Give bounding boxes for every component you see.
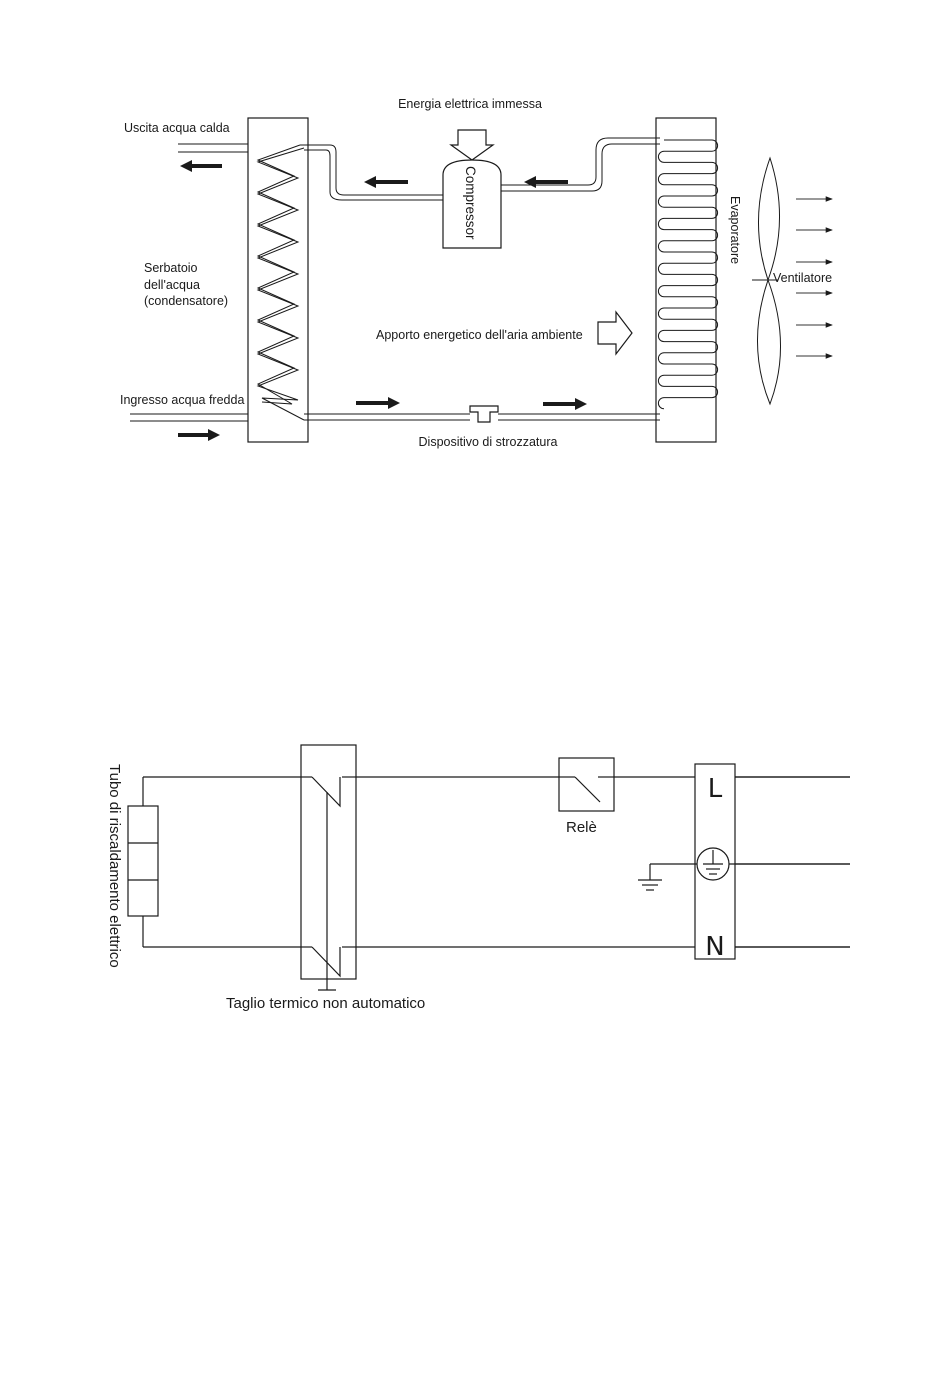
hot-water-out-arrow (180, 160, 222, 172)
fan-blade-top (758, 158, 779, 280)
suction-pipe-top (501, 138, 660, 185)
ground-icon (638, 864, 697, 890)
cold-water-in-arrow (178, 429, 220, 441)
line-terminal-label: L (707, 774, 723, 804)
suction-pipe-bottom (501, 144, 660, 191)
throttle-device (470, 406, 498, 422)
neutral-terminal-label: N (705, 932, 725, 962)
heat-pump-diagram (120, 97, 832, 449)
flow-arrow-to-compressor (524, 176, 568, 188)
heater-label: Tubo di riscaldamento elettrico (106, 764, 123, 968)
power-input-arrow (451, 130, 493, 160)
evaporator-coil (658, 140, 717, 409)
relay-box (559, 758, 614, 811)
flow-arrow-liquid-1 (356, 397, 400, 409)
refrigerant-pipe-hot-bottom (304, 150, 443, 200)
condenser-coil-inner (258, 145, 300, 404)
wiring-diagram (106, 745, 850, 1012)
evaporator-box (656, 118, 716, 442)
hot-water-out-label: Uscita acqua calda (124, 121, 230, 135)
evaporator-label: Evaporatore (728, 196, 742, 265)
thermal-cutoff-label: Taglio termico non automatico (226, 995, 426, 1012)
flow-arrow-liquid-2 (543, 398, 587, 410)
flow-arrow-to-tank (364, 176, 408, 188)
tank-label-1: Serbatoio (144, 261, 198, 275)
tank-label-3: (condensatore) (144, 294, 229, 308)
compressor-label: Compressor (463, 166, 478, 240)
cold-water-in-label: Ingresso acqua fredda (120, 393, 245, 407)
throttle-label: Dispositivo di strozzatura (418, 435, 558, 449)
earth-terminal-icon (697, 848, 729, 880)
relay-label: Relè (566, 819, 597, 836)
fan-blade-bottom (757, 280, 780, 404)
refrigerant-pipe-hot-top (300, 145, 443, 195)
heater-element (128, 806, 158, 916)
ambient-energy-label: Apporto energetico dell'aria ambiente (376, 328, 583, 342)
fan-label: Ventilatore (773, 271, 833, 285)
thermal-cutoff-box (301, 745, 356, 979)
tank-label-2: dell'acqua (144, 278, 200, 292)
ambient-energy-arrow (598, 312, 632, 354)
power-input-label: Energia elettrica immessa (398, 97, 542, 111)
